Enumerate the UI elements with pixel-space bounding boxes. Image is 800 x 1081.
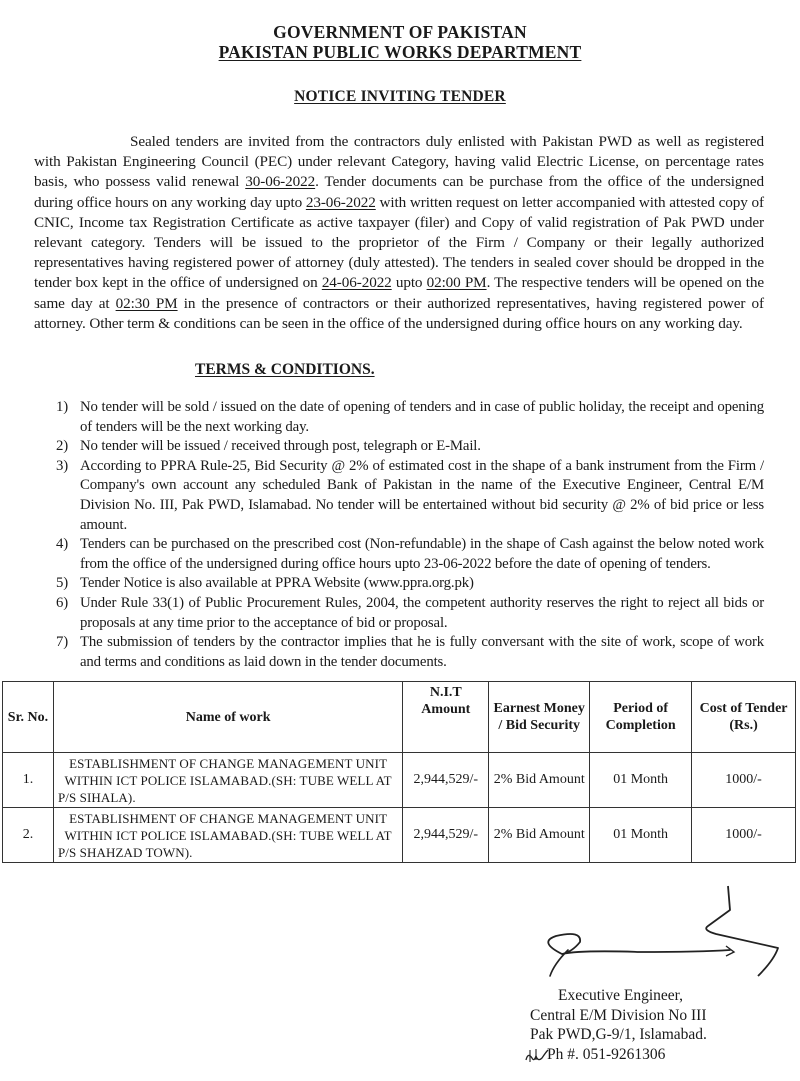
intro-text: in the presence of contractors or their authorized representatives, having registered power of attorney. Other term & conditions can be seen in the office of the undersigned during office hours on any working day. <box>34 294 764 332</box>
terms-item <box>38 574 764 594</box>
signatory-phone: Ph #. 051-9261306 <box>547 1045 666 1063</box>
cell-earnest: 2% Bid Amount <box>489 808 590 863</box>
terms-item-number: 6) <box>56 594 69 611</box>
header-period: Period of Completion <box>590 682 692 753</box>
terms-list <box>38 398 764 672</box>
header-government: GOVERNMENT OF PAKISTAN <box>273 22 527 42</box>
cell-name: ESTABLISHMENT OF CHANGE MANAGEMENT UNIT WITHIN ICT POLICE ISLAMABAD.(SH: TUBE WELL AT P/S SHAHZAD TOWN). <box>53 808 402 863</box>
cell-period: 01 Month <box>590 808 692 863</box>
table-row <box>3 808 796 863</box>
signatory-division: Central E/M Division No III <box>530 1006 707 1024</box>
signatory-phone-line <box>530 1045 707 1065</box>
terms-item-number: 5) <box>56 575 69 592</box>
cell-sr: 1. <box>3 753 54 808</box>
terms-item <box>38 437 764 457</box>
terms-item-number: 1) <box>56 399 69 415</box>
terms-item-text: The submission of tenders by the contractor implies that he is fully conversant with the site of work, scope of work and terms and conditions as laid down in the tender documents. <box>80 634 764 670</box>
cell-cost: 1000/- <box>692 808 796 863</box>
signature-icon <box>520 878 790 978</box>
terms-item-text: No tender will be issued / received through post, telegraph or E-Mail. <box>80 438 481 455</box>
terms-item-text: According to PPRA Rule-25, Bid Security @ 2% of estimated cost in the shape of a bank instrument from the Firm / Company's own account any scheduled Bank of Pakistan in the name of the Executive Engineer, Central E/M Division No. III, Pak PWD, Islamabad. No tender will be entertained without bid security @ 2% of bid price or less amount. <box>80 457 764 533</box>
header-sr-no: Sr. No. <box>3 682 54 753</box>
terms-item-number: 7) <box>56 634 69 651</box>
terms-item-text: No tender will be sold / issued on the date of opening of tenders and in case of public holiday, the receipt and opening of tenders will be the next working day. <box>80 399 764 435</box>
terms-item-number: 2) <box>56 438 69 455</box>
signatory-address: Pak PWD,G-9/1, Islamabad. <box>530 1026 707 1043</box>
cell-period: 01 Month <box>590 753 692 808</box>
submission-time: 02:00 PM <box>426 274 487 292</box>
renewal-date: 30-06-2022 <box>245 173 316 191</box>
intro-text: upto <box>391 274 427 292</box>
header-cost: Cost of Tender (Rs.) <box>692 682 796 753</box>
signatory-block <box>530 986 707 1064</box>
terms-item-text: Under Rule 33(1) of Public Procurement Rules, 2004, the competent authority reserves the right to reject all bids or proposals at any time prior to the acceptance of bid or proposal. <box>80 594 764 631</box>
signatory-title: Executive Engineer, <box>558 987 684 1004</box>
header-name-of-work: Name of work <box>53 682 402 753</box>
cell-sr: 2. <box>3 808 54 863</box>
cell-cost: 1000/- <box>692 753 796 808</box>
intro-text: with written request on letter accompanied with attested copy of CNIC, Income tax Registration Certificate as active taxpayer (filer) and Copy of valid registration of Pak PWD under relevant category. Tenders will be issued to the proprietor of the Firm / Company or their legally authorized representatives having registered power of attorney (duly attested). The tenders in sealed cover should be dropped in the tender box kept in the office of undersigned on <box>34 193 764 292</box>
terms-item-text: Tenders can be purchased on the prescribed cost (Non-refundable) in the shape of Cash against the below noted work from the office of the undersigned during office hours upto 23-06-2022 before the date of opening of tenders. <box>80 536 764 572</box>
table-header-row <box>3 682 796 753</box>
terms-item-number: 3) <box>56 457 69 474</box>
terms-item-text: Tender Notice is also available at PPRA Website (www.ppra.org.pk) <box>80 575 474 592</box>
intro-text: Sealed tenders are invited from the contractors duly enlisted with Pakistan PWD as well as registered with Pakistan Engineering Council (PEC) under relevant Category, having valid Electric License, on percentage rates basis, who possess valid renewal <box>34 133 764 191</box>
header-earnest-money: Earnest Money / Bid Security <box>489 682 590 753</box>
purchase-deadline: 23-06-2022 <box>305 193 376 211</box>
cell-nit: 2,944,529/- <box>403 753 489 808</box>
notice-title: NOTICE INVITING TENDER <box>294 88 506 105</box>
opening-time: 02:30 PM <box>115 294 178 312</box>
intro-text: . Tender documents can be purchase from the office of the undersigned during office hours on any working day upto <box>34 173 764 211</box>
terms-item-number: 4) <box>56 536 69 553</box>
terms-item <box>38 457 764 535</box>
cell-name: ESTABLISHMENT OF CHANGE MANAGEMENT UNIT WITHIN ICT POLICE ISLAMABAD.(SH: TUBE WELL AT P/S SIHALA). <box>53 753 402 808</box>
header-nit-amount: N.I.T Amount <box>403 682 489 753</box>
terms-title: TERMS & CONDITIONS. <box>195 361 375 378</box>
intro-paragraph <box>34 132 764 334</box>
cell-nit: 2,944,529/- <box>403 808 489 863</box>
tender-table <box>2 681 796 863</box>
terms-item <box>38 535 764 574</box>
table-row <box>3 753 796 808</box>
intro-text: . The respective tenders will be opened on the same day at <box>34 274 765 312</box>
header-department: PAKISTAN PUBLIC WORKS DEPARTMENT <box>218 42 582 62</box>
terms-item <box>38 633 764 672</box>
terms-item <box>38 594 764 633</box>
initials-scribble-icon <box>524 1046 550 1066</box>
terms-item <box>38 398 764 437</box>
cell-earnest: 2% Bid Amount <box>489 753 590 808</box>
submission-date: 24-06-2022 <box>321 274 392 292</box>
